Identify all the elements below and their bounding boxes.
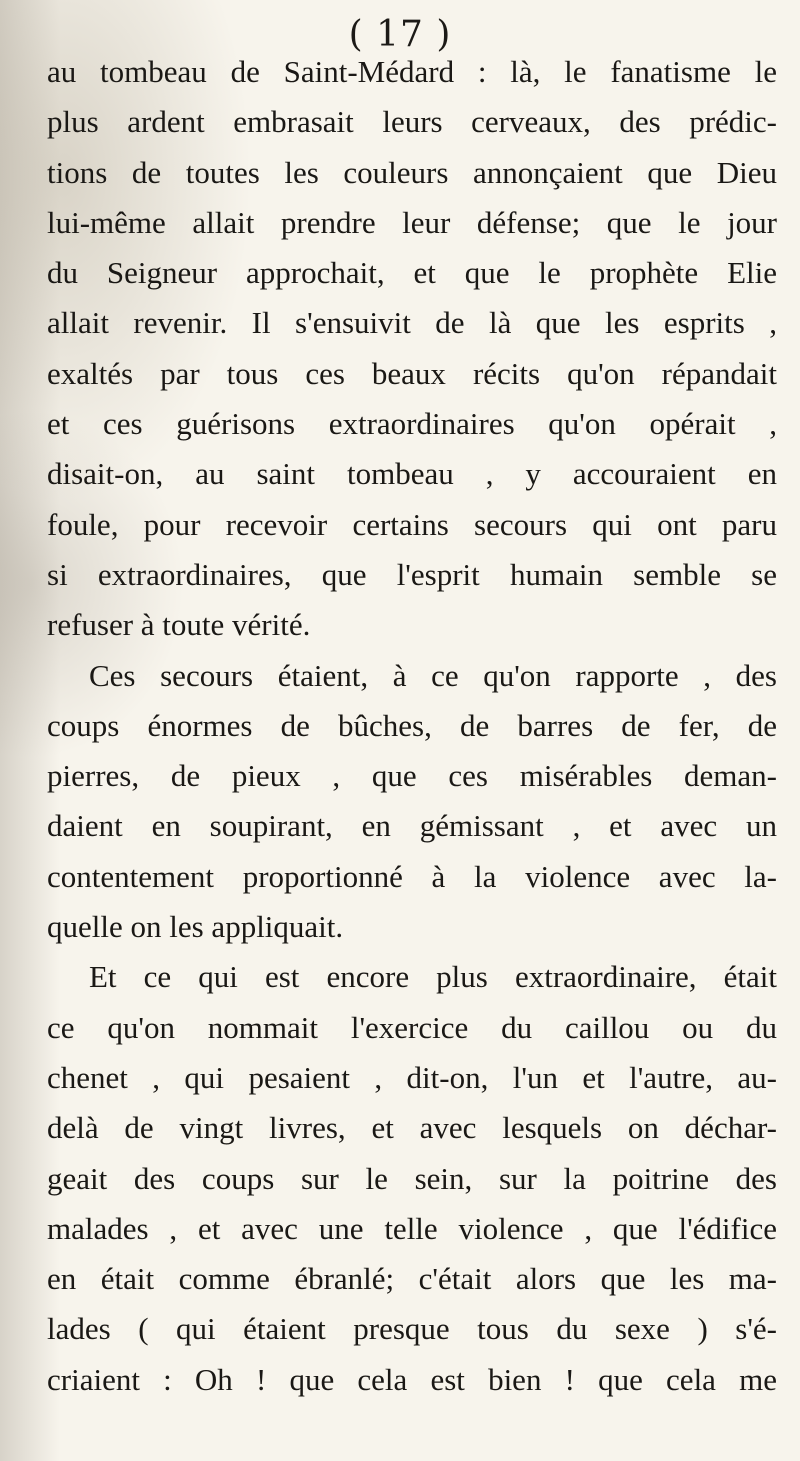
text-line: refuser à toute vérité. [47,607,311,643]
text-line: contentement proportionné à la violence avec la- [47,858,777,894]
text-line: chenet , qui pesaient , dit-on, l'un et l'autre, au- [47,1059,777,1095]
text-line: Et ce qui est encore plus extraordinaire, était [89,959,777,995]
text-line: lui-même allait prendre leur défense; que le jour [47,204,777,240]
page-number: ( 17 ) [348,14,452,55]
text-line: si extraordinaires, que l'esprit humain semble se [47,556,777,592]
text-line: criaient : Oh ! que cela est bien ! que cela me [47,1361,777,1397]
text-line: pierres, de pieux , que ces misérables deman- [47,758,777,794]
text-line: au tombeau de Saint-Médard : là, le fanatisme le [47,54,777,89]
text-line: foule, pour recevoir certains secours qui ont paru [47,506,777,542]
text-line: du Seigneur approchait, et que le prophète Elie [47,255,777,291]
text-line: exaltés par tous ces beaux récits qu'on répandait [47,355,777,391]
body-text [47,47,777,1405]
text-line: plus ardent embrasait leurs cerveaux, des prédic- [47,104,777,140]
text-line: delà de vingt livres, et avec lesquels on déchar- [47,1110,777,1146]
text-line: coups énormes de bûches, de barres de fer, de [47,707,777,743]
text-line: en était comme ébranlé; c'était alors que les ma- [47,1261,777,1297]
text-line: et ces guérisons extraordinaires qu'on opérait , [47,406,777,442]
text-line: lades ( qui étaient presque tous du sexe ) s'é- [47,1311,777,1347]
text-line: allait revenir. Il s'ensuivit de là que les esprits , [47,305,777,341]
text-line: disait-on, au saint tombeau , y accouraient en [47,456,777,492]
text-line: daient en soupirant, en gémissant , et avec un [47,808,777,844]
text-line: quelle on les appliquait. [47,909,344,945]
text-line: geait des coups sur le sein, sur la poitrine des [47,1160,777,1196]
text-line: tions de toutes les couleurs annonçaient que Dieu [47,154,777,190]
text-line: malades , et avec une telle violence , que l'édifice [47,1210,777,1246]
text-line: Ces secours étaient, à ce qu'on rapporte , des [89,657,777,693]
text-line: ce qu'on nommait l'exercice du caillou ou du [47,1009,777,1045]
